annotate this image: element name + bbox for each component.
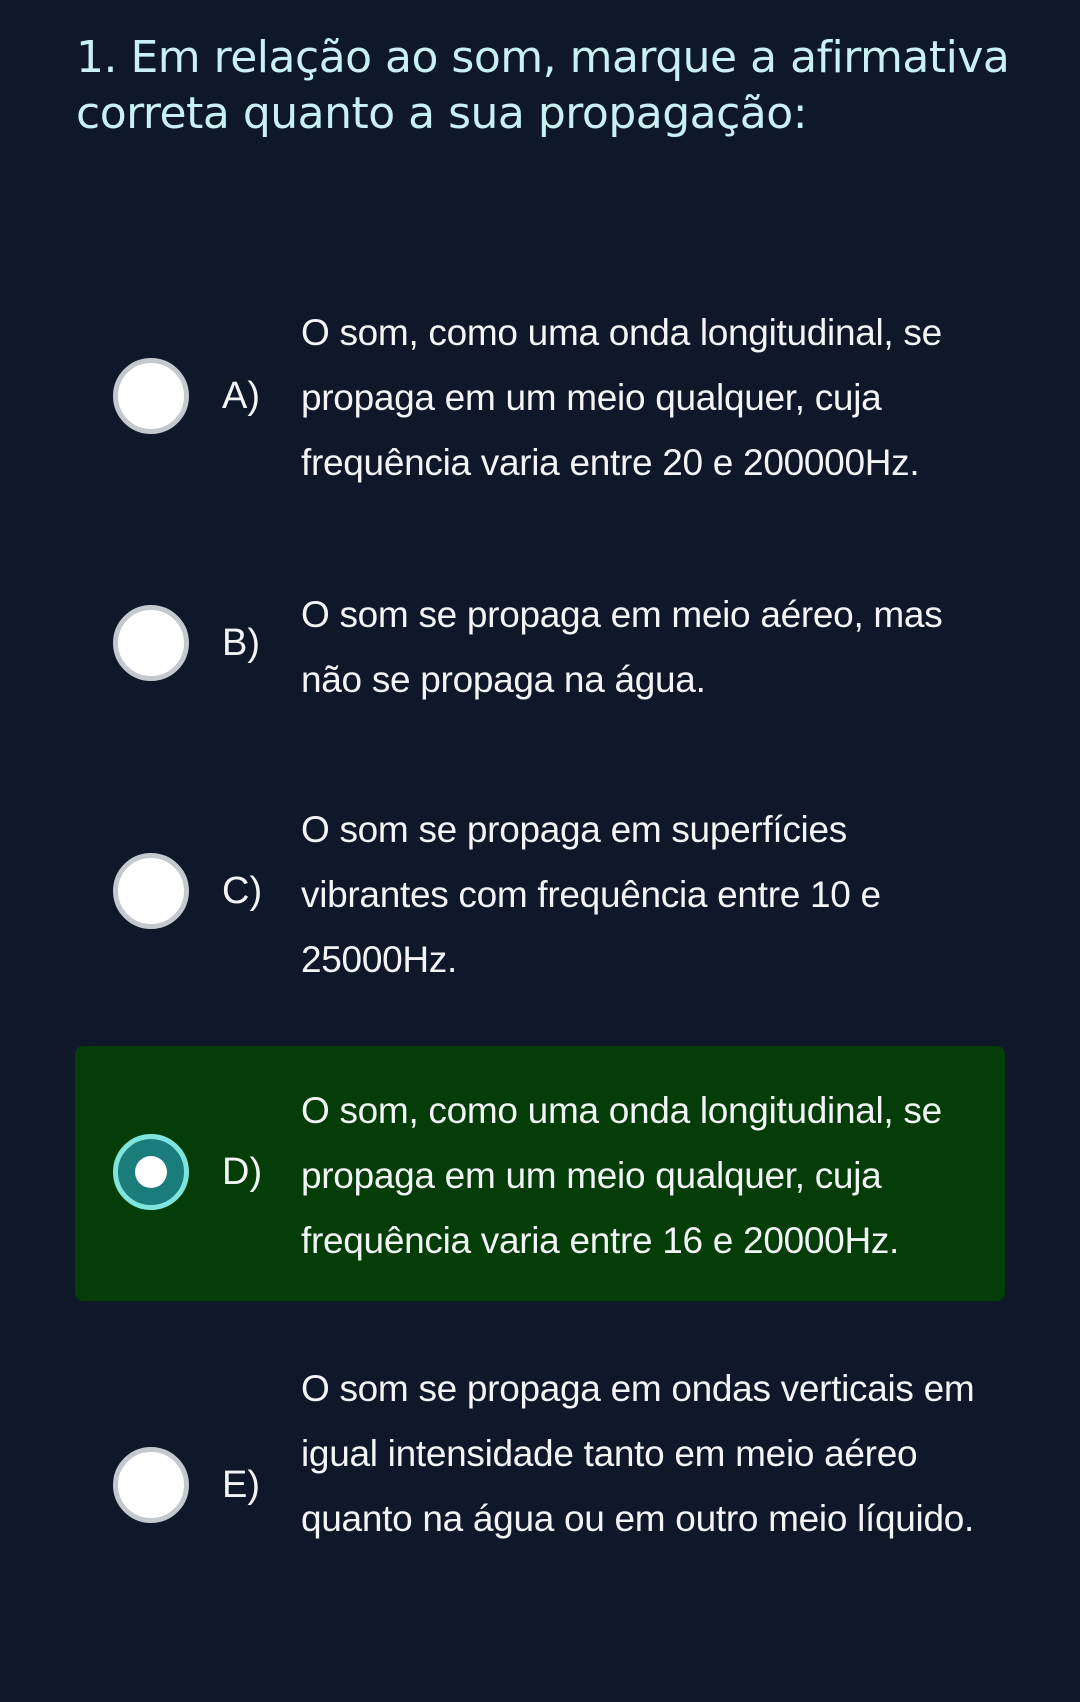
option-letter-a: A)	[222, 375, 260, 417]
radio-button-c[interactable]	[113, 853, 189, 929]
option-text-a: O som, como uma onda longitudinal, se propaga em um meio qualquer, cuja frequência varia entre 20 e 200000Hz.	[301, 312, 942, 483]
option-letter-c: C)	[222, 870, 263, 912]
radio-button-b[interactable]	[113, 605, 189, 681]
option-text-e: O som se propaga em ondas verticais em igual intensidade tanto em meio aéreo quanto na água ou em outro meio líquido.	[301, 1368, 975, 1539]
option-letter-e: E)	[222, 1464, 260, 1506]
option-a[interactable]	[75, 300, 1005, 495]
option-text-b: O som se propaga em meio aéreo, mas não se propaga na água.	[301, 594, 943, 700]
option-letter-d: D)	[222, 1151, 263, 1193]
question-title: 1. Em relação ao som, marque a afirmativa correta quanto a sua propagação:	[76, 32, 1010, 139]
option-text-c: O som se propaga em superfícies vibrantes com frequência entre 10 e 25000Hz.	[301, 809, 881, 980]
option-b[interactable]	[75, 582, 1005, 712]
radio-button-a[interactable]	[113, 358, 189, 434]
radio-dot-d	[135, 1156, 167, 1188]
option-e[interactable]	[75, 1356, 1005, 1616]
option-c[interactable]	[75, 797, 1005, 992]
radio-button-e[interactable]	[113, 1447, 189, 1523]
option-text-d: O som, como uma onda longitudinal, se propaga em um meio qualquer, cuja frequência varia entre 16 e 20000Hz.	[301, 1090, 942, 1261]
option-letter-b: B)	[222, 622, 260, 664]
radio-button-d[interactable]	[113, 1134, 189, 1210]
option-d[interactable]	[75, 1046, 1005, 1301]
